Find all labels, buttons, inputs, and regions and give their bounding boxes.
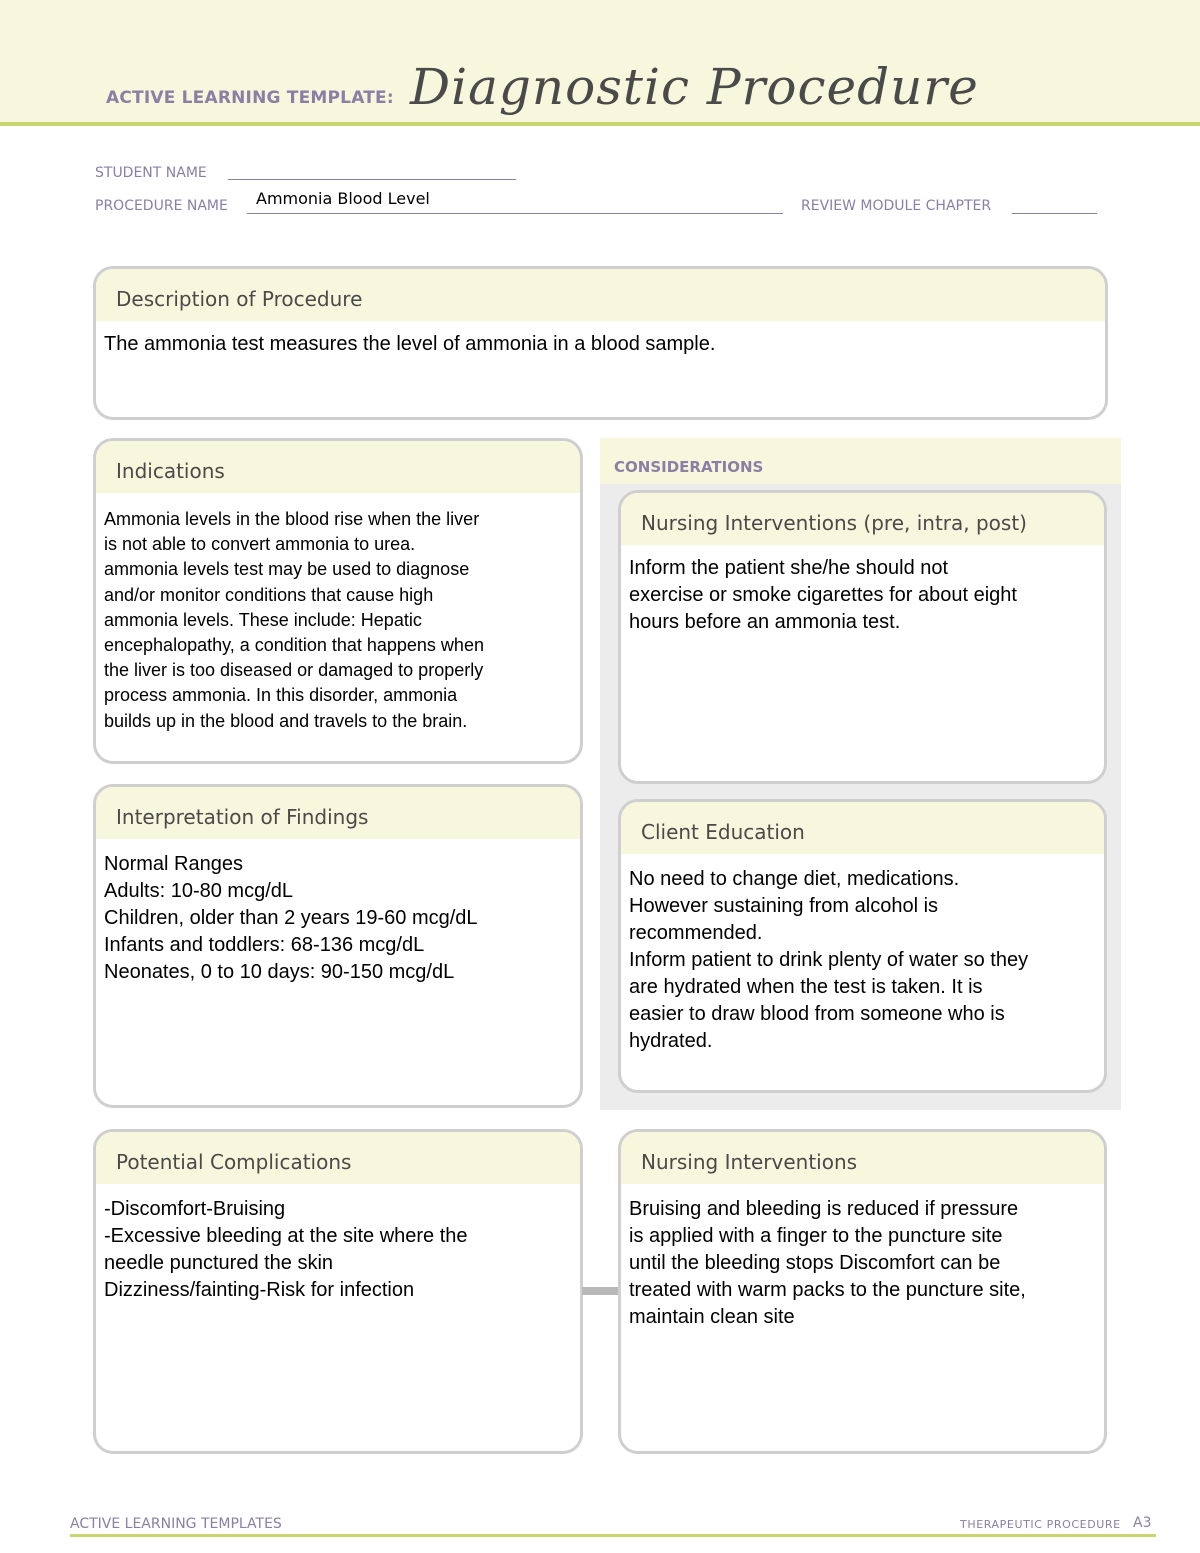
- review-module-field[interactable]: [1012, 198, 1097, 214]
- complications-text[interactable]: -Discomfort-Bruising -Excessive bleeding at the site where the needle punctured the skin Dizziness/fainting-Risk for infection: [104, 1198, 468, 1301]
- nursing-interventions-pre-heading: Nursing Interventions (pre, intra, post): [621, 493, 1104, 545]
- complications-box: [93, 1129, 583, 1454]
- footer-page-number: A3: [1133, 1515, 1152, 1531]
- considerations-label: CONSIDERATIONS: [614, 458, 764, 476]
- interpretation-box: [93, 784, 583, 1108]
- indications-box: [93, 438, 583, 764]
- nursing-interventions-text[interactable]: Bruising and bleeding is reduced if pressure is applied with a finger to the puncture site until the bleeding stops Discomfort can be treated with warm packs to the puncture site, maintain clean site: [629, 1198, 1026, 1328]
- procedure-name-value: Ammonia Blood Level: [256, 189, 430, 208]
- client-education-heading: Client Education: [621, 802, 1104, 854]
- footer-right-label: THERAPEUTIC PROCEDURE: [960, 1518, 1121, 1531]
- interpretation-text[interactable]: Normal Ranges Adults: 10-80 mcg/dL Children, older than 2 years 19-60 mcg/dL Infants and toddlers: 68-136 mcg/dL Neonates, 0 to 10 days: 90-150 mcg/dL: [104, 853, 478, 983]
- description-heading: Description of Procedure: [96, 269, 1105, 321]
- review-module-label: REVIEW MODULE CHAPTER: [801, 198, 992, 214]
- header-rule: [0, 122, 1200, 126]
- nursing-interventions-box: [618, 1129, 1107, 1454]
- interpretation-heading: Interpretation of Findings: [96, 787, 580, 839]
- procedure-name-label: PROCEDURE NAME: [95, 198, 228, 214]
- nursing-interventions-pre-text[interactable]: Inform the patient she/he should not exercise or smoke cigarettes for about eight hours before an ammonia test.: [629, 557, 1017, 633]
- nursing-interventions-heading: Nursing Interventions: [621, 1132, 1104, 1184]
- footer-left-label: ACTIVE LEARNING TEMPLATES: [70, 1516, 282, 1532]
- indications-text[interactable]: Ammonia levels in the blood rise when the liver is not able to convert ammonia to urea. ammonia levels test may be used to diagnose and/or monitor conditions that cause high ammonia levels. These include: Hepatic encephalopathy, a condition that happens when the liver is too diseased or damaged to properly process ammonia. In this disorder, ammonia builds up in the blood and travels to the brain.: [104, 509, 484, 731]
- client-education-text[interactable]: No need to change diet, medications. However sustaining from alcohol is recommended. Inform patient to drink plenty of water so they are hydrated when the test is taken. It is easier to draw blood from someone who is hydrated.: [629, 868, 1029, 1052]
- footer-rule: [70, 1534, 1156, 1537]
- complications-heading: Potential Complications: [96, 1132, 580, 1184]
- student-name-field[interactable]: [228, 164, 516, 180]
- student-name-label: STUDENT NAME: [95, 165, 207, 181]
- nursing-interventions-pre-box: [618, 490, 1107, 784]
- description-box: [93, 266, 1108, 420]
- client-education-box: [618, 799, 1107, 1093]
- template-label: ACTIVE LEARNING TEMPLATE:: [106, 88, 394, 108]
- description-text[interactable]: The ammonia test measures the level of ammonia in a blood sample.: [104, 333, 716, 355]
- indications-heading: Indications: [96, 441, 580, 493]
- box-connector: [582, 1287, 620, 1295]
- page-title: Diagnostic Procedure: [410, 58, 979, 116]
